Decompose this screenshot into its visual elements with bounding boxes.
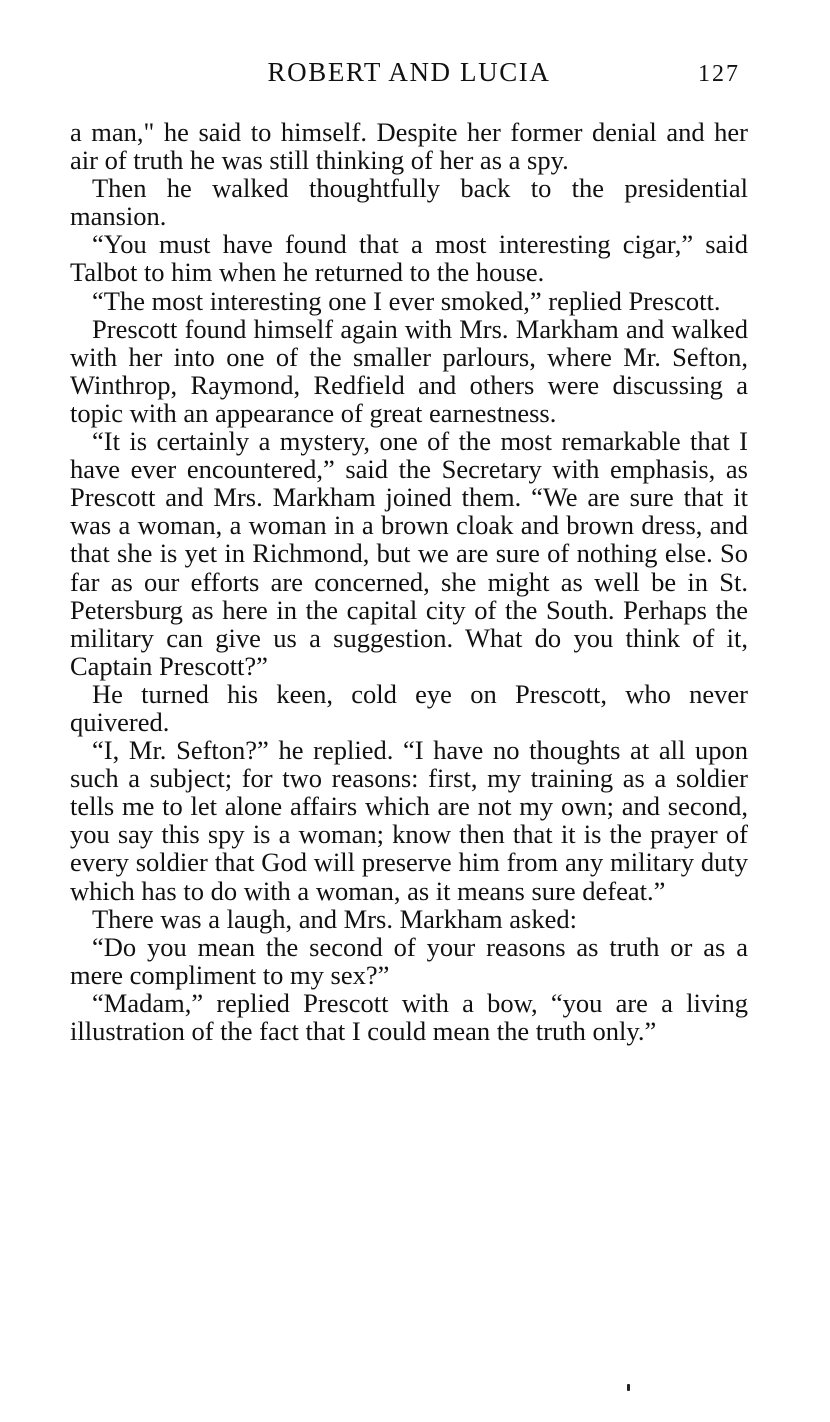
- paragraph: “The most interesting one I ever smoked,” replied Prescott.: [92, 285, 721, 316]
- paragraph: There was a laugh, and Mrs. Markham asked:: [92, 903, 577, 934]
- body-text: [70, 118, 748, 1045]
- paragraph: “Madam,” replied Prescott with a bow, “you are a living illustration of the fact that I could mean the truth only.”: [70, 987, 748, 1046]
- paragraph: “Do you mean the second of your reasons as truth or as a mere compliment to my sex?”: [70, 931, 748, 990]
- paragraph: He turned his keen, cold eye on Prescott, who never quivered.: [70, 678, 748, 737]
- paragraph: Then he walked thoughtfully back to the presidential mansion.: [70, 173, 748, 232]
- paragraph: “You must have found that a most interesting cigar,” said Talbot to him when he returned to the house.: [70, 229, 748, 288]
- running-title: ROBERT AND LUCIA: [267, 57, 551, 87]
- paragraph: Prescott found himself again with Mrs. Markham and walked with her into one of the smaller parlours, where Mr. Sefton, Winthrop, Raymond, Redfield and others were discussing a topic with an appearance of great earnestness.: [70, 313, 748, 428]
- page-number: 127: [698, 61, 740, 87]
- running-head: [70, 54, 748, 90]
- paragraph: “It is certainly a mystery, one of the most remarkable that I have ever encountered,” said the Secretary with emphasis, as Prescott and Mrs. Markham joined them. “We are sure that it was a woman, a woman in a brown cloak and brown dress, and that she is yet in Richmond, but we are sure of nothing else. So far as our efforts are concerned, she might as well be in St. Petersburg as here in the capital city of the South. Perhaps the military can give us a suggestion. What do you think of it, Captain Prescott?”: [70, 426, 748, 681]
- paragraph-continuation: a man," he said to himself. Despite her former denial and her air of truth he was still thinking of her as a spy.: [70, 117, 748, 176]
- print-speck: [627, 1384, 630, 1391]
- paragraph: “I, Mr. Sefton?” he replied. “I have no thoughts at all upon such a subject; for two reasons: first, my training as a soldier tells me to let alone affairs which are not my own; and second, you say this spy is a woman; know then that it is the prayer of every soldier that God will preserve him from any military duty which has to do with a woman, as it means sure defeat.”: [70, 735, 748, 906]
